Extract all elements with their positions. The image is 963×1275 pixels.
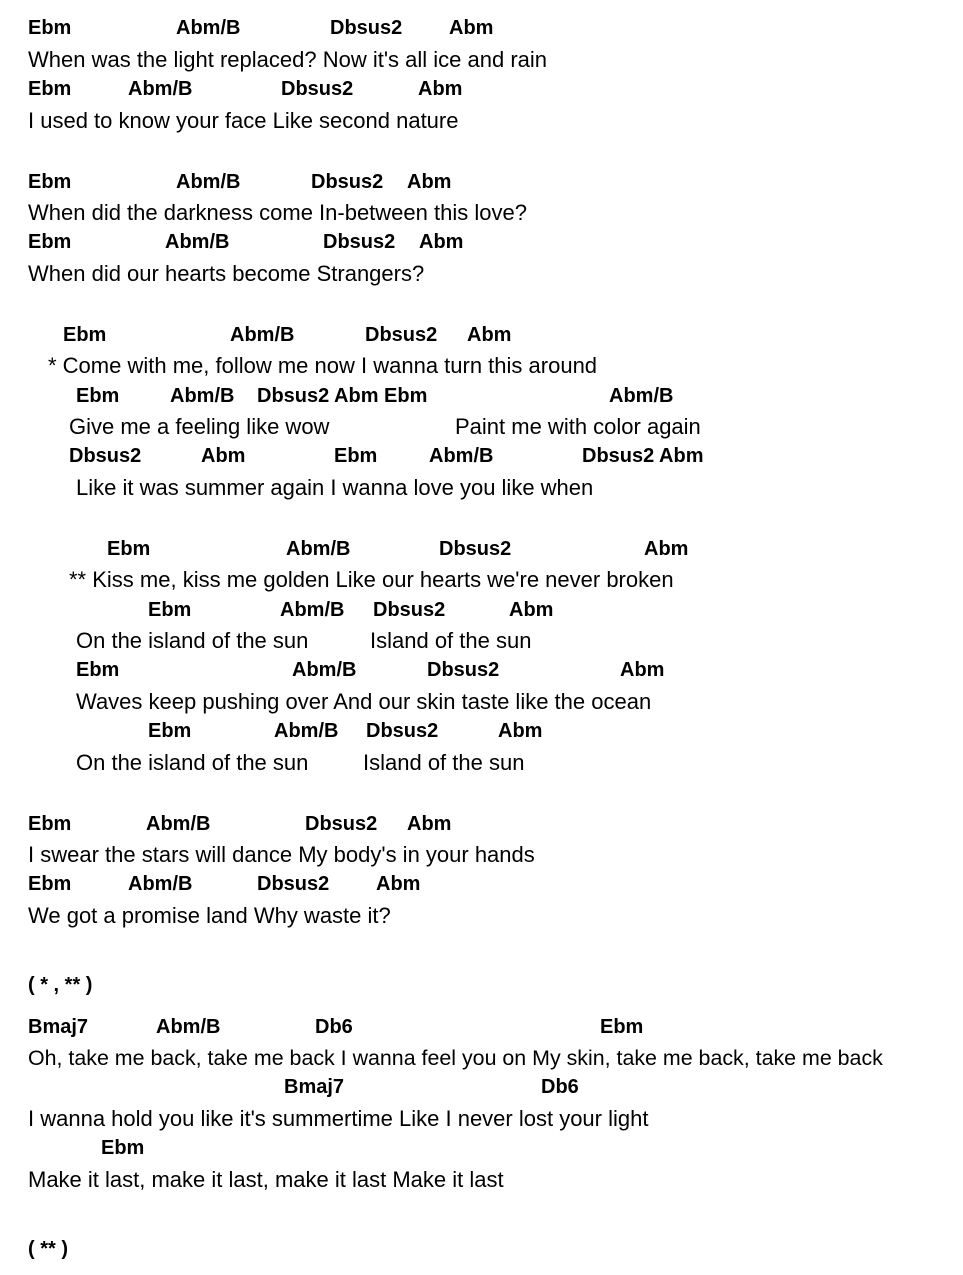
lyric-text: We got a promise land Why waste it? bbox=[28, 903, 391, 928]
lyric-text: Make it last, make it last, make it last Make it last bbox=[28, 1167, 504, 1192]
chord: Abm/B bbox=[274, 720, 339, 742]
chord: Abm bbox=[418, 78, 463, 100]
chord: Bmaj7 bbox=[28, 1016, 89, 1038]
lyric-line bbox=[0, 901, 391, 931]
chord: Abm bbox=[407, 813, 452, 835]
lyric-line bbox=[0, 687, 652, 717]
lyric-text: Give me a feeling like wow bbox=[69, 414, 330, 439]
chord-line bbox=[0, 227, 464, 257]
chord: Dbsus2 bbox=[365, 324, 438, 346]
chord: Dbsus2 bbox=[305, 813, 378, 835]
chord-line bbox=[0, 655, 665, 685]
chord: Ebm bbox=[28, 78, 72, 100]
chord: Abm bbox=[201, 445, 246, 467]
lyric-line bbox=[0, 106, 459, 136]
chord: Ebm bbox=[148, 720, 192, 742]
chord-line bbox=[0, 716, 543, 746]
chord: Ebm bbox=[28, 813, 72, 835]
lyric-text: I used to know your face Like second nature bbox=[28, 108, 459, 133]
chord: Abm/B bbox=[280, 599, 345, 621]
chord: Abm/B bbox=[230, 324, 295, 346]
lyric-line bbox=[0, 473, 594, 503]
chord: Dbsus2 bbox=[366, 720, 439, 742]
chord: Ebm bbox=[63, 324, 107, 346]
chord: Ebm bbox=[76, 659, 120, 681]
chord: Abm/B bbox=[176, 17, 241, 39]
chord: Ebm bbox=[28, 231, 72, 253]
chord: Ebm bbox=[107, 538, 151, 560]
lyric-text: On the island of the sun bbox=[76, 750, 309, 775]
chord: Abm bbox=[467, 324, 512, 346]
chord-line bbox=[0, 534, 689, 564]
chord: Ebm bbox=[334, 445, 378, 467]
lyric-line bbox=[0, 1043, 883, 1073]
lyric-text: Oh, take me back, take me back I wanna feel you on My skin, take me back, take me back bbox=[28, 1046, 883, 1070]
chord-line bbox=[0, 74, 463, 104]
chord: Abm/B bbox=[176, 171, 241, 193]
chord: Ebm bbox=[600, 1016, 644, 1038]
chord: Abm/B bbox=[146, 813, 211, 835]
chord: Abm/B bbox=[165, 231, 230, 253]
chord-line bbox=[0, 869, 421, 899]
lyric-text: Like it was summer again I wanna love you like when bbox=[76, 475, 594, 500]
chord: Dbsus2 bbox=[427, 659, 500, 681]
repeat-marker: ( ** ) bbox=[28, 1238, 68, 1260]
chord: Db6 bbox=[541, 1076, 579, 1098]
chord: Dbsus2 bbox=[69, 445, 142, 467]
chord-line bbox=[0, 809, 452, 839]
chord: Dbsus2 bbox=[330, 17, 403, 39]
repeat-marker: ( * , ** ) bbox=[28, 974, 93, 996]
lyric-text: I swear the stars will dance My body's in your hands bbox=[28, 842, 535, 867]
chord: Ebm bbox=[148, 599, 192, 621]
lyric-text: When did the darkness come In-between this love? bbox=[28, 200, 527, 225]
lyric-line bbox=[0, 565, 674, 595]
lyric-text: ** Kiss me, kiss me golden Like our hearts we're never broken bbox=[69, 567, 674, 592]
lyric-text: When did our hearts become Strangers? bbox=[28, 261, 425, 286]
lyric-line bbox=[0, 259, 425, 289]
chord: Abm bbox=[620, 659, 665, 681]
lyric-text: Island of the sun bbox=[370, 628, 532, 653]
repeat-marker-line bbox=[0, 1216, 68, 1260]
chord: Ebm bbox=[28, 171, 72, 193]
chord-line bbox=[0, 441, 704, 471]
chord-line bbox=[0, 167, 452, 197]
lyric-text: On the island of the sun bbox=[76, 628, 309, 653]
chord: Abm bbox=[498, 720, 543, 742]
lyric-text: * Come with me, follow me now I wanna turn this around bbox=[48, 353, 598, 378]
chord: Abm bbox=[449, 17, 494, 39]
repeat-marker-line bbox=[0, 952, 93, 996]
chord: Dbsus2 bbox=[281, 78, 354, 100]
lyric-text: Paint me with color again bbox=[455, 414, 701, 439]
chord: Abm/B bbox=[156, 1016, 221, 1038]
chord: Dbsus2 bbox=[323, 231, 396, 253]
chord: Ebm bbox=[76, 385, 120, 407]
chord: Db6 bbox=[315, 1016, 353, 1038]
lyric-text: Waves keep pushing over And our skin taste like the ocean bbox=[76, 689, 652, 714]
chord: Abm/B bbox=[128, 78, 193, 100]
chord: Abm/B bbox=[609, 385, 674, 407]
chord: Dbsus2 bbox=[439, 538, 512, 560]
chord: Ebm bbox=[28, 17, 72, 39]
lyric-text: When was the light replaced? Now it's all ice and rain bbox=[28, 47, 548, 72]
chord: Dbsus2 Abm bbox=[582, 445, 704, 467]
chord: Dbsus2 Abm Ebm bbox=[257, 385, 428, 407]
chord: Abm bbox=[376, 873, 421, 895]
chord-line bbox=[0, 1133, 145, 1163]
chord-line bbox=[0, 13, 494, 43]
chord: Abm/B bbox=[170, 385, 235, 407]
chord: Dbsus2 bbox=[257, 873, 330, 895]
lyric-text: Island of the sun bbox=[363, 750, 525, 775]
chord-line bbox=[0, 1012, 644, 1042]
chord: Abm/B bbox=[429, 445, 494, 467]
chord: Ebm bbox=[101, 1137, 145, 1159]
chord: Dbsus2 bbox=[311, 171, 384, 193]
lyric-line bbox=[0, 198, 527, 228]
chord: Abm/B bbox=[286, 538, 351, 560]
chord-line bbox=[0, 320, 512, 350]
chord: Ebm bbox=[28, 873, 72, 895]
chord-line bbox=[0, 595, 554, 625]
lyric-line bbox=[0, 351, 598, 381]
lyric-line bbox=[0, 748, 525, 778]
lyric-line bbox=[0, 840, 535, 870]
lyric-line bbox=[0, 1104, 649, 1134]
chord: Abm/B bbox=[128, 873, 193, 895]
lyric-line bbox=[0, 1165, 504, 1195]
lyric-line bbox=[0, 45, 548, 75]
chord-line bbox=[0, 1072, 579, 1102]
chord: Abm bbox=[509, 599, 554, 621]
chord: Dbsus2 bbox=[373, 599, 446, 621]
lyric-text: I wanna hold you like it's summertime Like I never lost your light bbox=[28, 1106, 649, 1131]
chord: Abm bbox=[407, 171, 452, 193]
chord: Abm bbox=[419, 231, 464, 253]
lyric-line bbox=[0, 412, 701, 442]
chord: Abm bbox=[644, 538, 689, 560]
chord: Abm/B bbox=[292, 659, 357, 681]
chord-line bbox=[0, 381, 674, 411]
lyric-line bbox=[0, 626, 532, 656]
chord: Bmaj7 bbox=[284, 1076, 345, 1098]
